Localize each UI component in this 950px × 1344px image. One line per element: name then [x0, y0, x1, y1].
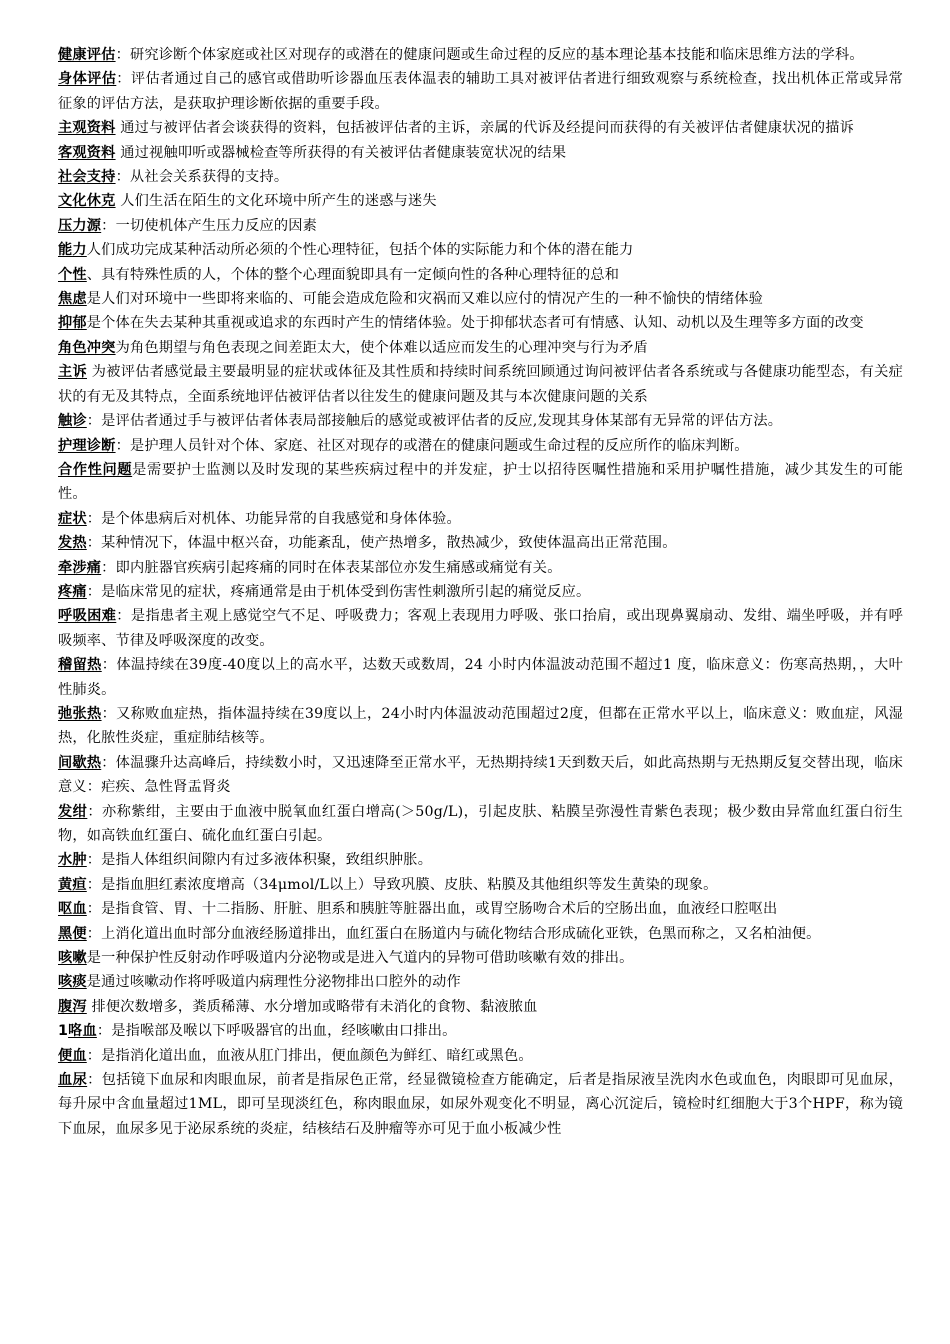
- entry-definition: 是指喉部及喉以下呼吸器官的出血，经咳嗽由口排出。: [111, 1023, 457, 1040]
- entry-separator: ：: [101, 657, 117, 674]
- entry-definition: 是个体在失去某种其重视或追求的东西时产生的情绪体验。处于抑郁状态者可有情感、认知、动机以及生理等多方面的改变: [86, 315, 864, 332]
- entry-term: 血尿: [58, 1072, 88, 1089]
- entry-term: 能力: [58, 242, 87, 259]
- entry-definition: 是护理人员针对个体、家庭、社区对现存的或潜在的健康问题或生命过程的反应所作的临床判断。: [129, 437, 749, 454]
- entry-term: 身体评估: [58, 71, 117, 88]
- entry-definition: 包括镜下血尿和肉眼血尿，前者是指尿色正常，经显微镜检查方能确定，后者是指尿液呈洗肉水色或血色，肉眼即可见血尿，每升尿中含血量超过1ML，即可呈现淡红色，称肉眼血尿，如尿外观变化不明显，离心沉淀后，镜检时红细胞大于3个HPF，称为镜下血尿，血尿多见于泌尿系统的炎症，结核结石及肿瘤等亦可见于血小板减少性: [58, 1072, 903, 1137]
- entry-separator: ：: [86, 1047, 102, 1064]
- glossary-entry: [58, 556, 903, 580]
- entry-separator: ：: [86, 852, 102, 869]
- glossary-entry: [58, 311, 903, 335]
- entry-term: 疼痛: [58, 583, 87, 600]
- glossary-entry: [58, 873, 903, 897]
- entry-term: 呕血: [58, 901, 87, 918]
- entry-definition: 是人们对环境中一些即将来临的、可能会造成危险和灾祸而又难以应付的情况产生的一种不愉快的情绪体验: [86, 291, 763, 308]
- entry-separator: ：: [87, 1072, 102, 1089]
- entry-definition: 是一种保护性反射动作呼吸道内分泌物或是进入气道内的异物可借助咳嗽有效的排出。: [86, 950, 634, 967]
- entry-separator: ：: [116, 71, 131, 88]
- entry-term: 抑郁: [58, 315, 87, 332]
- entry-separator: ：: [115, 169, 130, 186]
- glossary-entry: [58, 434, 903, 458]
- entry-separator: ：: [86, 510, 102, 527]
- entry-separator: ：: [87, 803, 102, 820]
- glossary-entry: [58, 1044, 903, 1068]
- entry-separator: ：: [115, 437, 130, 454]
- entry-separator: ：: [86, 876, 102, 893]
- entry-separator: ：: [101, 559, 116, 576]
- entry-definition: 是指血胆红素浓度增高（34μmol/L以上）导致巩膜、皮肤、粘膜及其他组织等发生黄染的现象。: [101, 876, 718, 893]
- entry-definition: 是通过咳嗽动作将呼吸道内病理性分泌物排出口腔外的动作: [86, 974, 461, 991]
- entry-definition: 人们生活在陌生的文化环境中所产生的迷惑与迷失: [120, 193, 437, 210]
- entry-definition: 是指食管、胃、十二指肠、肝脏、胆系和胰脏等脏器出血，或胃空肠吻合术后的空肠出血，血液经口腔呕出: [101, 901, 778, 918]
- glossary-entry: [58, 165, 903, 189]
- glossary-entry: [58, 653, 903, 702]
- entry-definition: 是指消化道出血，血液从肛门排出，便血颜色为鲜红、暗红或黑色。: [101, 1047, 533, 1064]
- glossary-entry: [58, 751, 903, 800]
- glossary-entry: [58, 263, 903, 287]
- glossary-entry: [58, 995, 903, 1019]
- entry-definition: 是评估者通过手与被评估者体表局部接触后的感觉或被评估者的反应,发现其身体某部有无异常的评估方法。: [101, 413, 783, 430]
- glossary-entry: [58, 287, 903, 311]
- entry-term: 合作性问题: [58, 461, 133, 478]
- glossary-entry: [58, 1019, 903, 1043]
- entry-term: 压力源: [58, 217, 102, 234]
- entry-separator: ：: [96, 1023, 112, 1040]
- glossary-entry: [58, 800, 903, 849]
- glossary-entry: [58, 360, 903, 409]
- glossary-entry: [58, 1068, 903, 1141]
- glossary-entry: [58, 946, 903, 970]
- glossary-entry: [58, 336, 903, 360]
- entry-term: 弛张热: [58, 705, 102, 722]
- entry-separator: ：: [86, 901, 102, 918]
- entry-separator: ：: [101, 217, 116, 234]
- entry-definition: 从社会关系获得的支持。: [129, 169, 289, 186]
- entry-definition: 是需要护士监测以及时发现的某些疾病过程中的并发症，护士以招待医嘱性措施和采用护嘱性措施，减少其发生的可能性。: [58, 461, 903, 503]
- glossary-entry: [58, 507, 903, 531]
- entry-definition: 通过视触叩听或器械检查等所获得的有关被评估者健康装宽状况的结果: [120, 144, 567, 161]
- entry-definition: 体温持续在39度-40度以上的高水平，达数天或数周，24 小时内体温波动范围不超过1 度，临床意义：伤寒高热期，，大叶性肺炎。: [58, 657, 903, 698]
- entry-definition: 即内脏器官疾病引起疼痛的同时在体表某部位亦发生痛感或痛觉有关。: [115, 559, 562, 576]
- entry-definition: 评估者通过自己的感官或借助听诊器血压表体温表的辅助工具对被评估者进行细致观察与系统检查，找出机体正常或异常征象的评估方法，是获取护理诊断依据的重要手段。: [58, 71, 903, 112]
- entry-separator: ：: [86, 413, 102, 430]
- glossary-entry: [58, 922, 903, 946]
- document-body: [58, 43, 903, 1141]
- entry-term: 护理诊断: [58, 437, 116, 454]
- entry-definition: 为被评估者感觉最主要最明显的症状或体征及其性质和持续时间系统回顾通过询问被评估者各系统或与各健康功能型态，有关症状的有无及其特点，全面系统地评估被评估者以往发生的健康问题及其与本次健康问题的关系: [58, 364, 903, 405]
- glossary-entry: [58, 43, 903, 67]
- entry-definition: 是个体患病后对机体、功能异常的自我感觉和身体体验。: [101, 510, 461, 527]
- entry-term: 黑便: [58, 925, 87, 942]
- entry-definition: 研究诊断个体家庭或社区对现存的或潜在的健康问题或生命过程的反应的基本理论基本技能和临床思维方法的学科。: [129, 47, 864, 63]
- entry-separator: ：: [86, 535, 102, 552]
- entry-separator: 、: [86, 266, 102, 283]
- entry-definition: 一切使机体产生压力反应的因素: [115, 217, 317, 234]
- entry-definition: 某种情况下，体温中枢兴奋，功能紊乱，使产热增多，散热减少，致使体温高出正常范围。: [101, 535, 677, 552]
- entry-term: 社会支持: [58, 169, 116, 186]
- glossary-entry: [58, 531, 903, 555]
- entry-term: 腹泻: [58, 998, 87, 1015]
- entry-definition: 又称败血症热，指体温持续在39度以上，24小时内体温波动范围超过2度，但都在正常水平以上，临床意义：败血症，风湿热，化脓性炎症，重症肺结核等。: [58, 705, 903, 747]
- glossary-entry: [58, 897, 903, 921]
- entry-term: 水肿: [58, 852, 87, 869]
- glossary-entry: [58, 141, 903, 165]
- entry-separator: ：: [86, 925, 102, 942]
- entry-definition: 通过与被评估者会谈获得的资料，包括被评估者的主诉，亲属的代诉及经提问而获得的有关被评估者健康状况的描诉: [120, 120, 855, 137]
- glossary-entry: [58, 238, 903, 262]
- entry-term: 健康评估: [58, 47, 116, 63]
- entry-definition: 是指人体组织间隙内有过多液体积聚，致组织肿胀。: [101, 852, 433, 869]
- entry-term: 咳痰: [58, 974, 87, 991]
- entry-definition: 为角色期望与角色表现之间差距太大，使个体难以适应而发生的心理冲突与行为矛盾: [115, 339, 648, 356]
- glossary-entry: [58, 458, 903, 507]
- entry-separator: ：: [86, 583, 102, 600]
- entry-definition: 排便次数增多，粪质稀薄、水分增加或略带有未消化的食物、黏液脓血: [91, 998, 538, 1015]
- entry-term: 咳嗽: [58, 950, 87, 967]
- entry-number: 1: [58, 1023, 69, 1040]
- glossary-entry: [58, 214, 903, 238]
- entry-definition: 上消化道出血时部分血液经肠道排出，血红蛋白在肠道内与硫化物结合形成硫化亚铁，色黑而称之，又名柏油便。: [101, 925, 821, 942]
- entry-term: 便血: [58, 1047, 87, 1064]
- entry-term: 症状: [58, 510, 87, 527]
- entry-term: 个性: [58, 266, 87, 283]
- glossary-entry: [58, 702, 903, 751]
- glossary-entry: [58, 67, 903, 116]
- entry-term: 发绀: [58, 803, 88, 820]
- entry-definition: 亦称紫绀，主要由于血液中脱氧血红蛋白增高(＞50g/L)，引起皮肤、粘膜呈弥漫性青紫色表现；极少数由异常血红蛋白衍生物，如高铁血红蛋白、硫化血红蛋白引起。: [58, 803, 904, 844]
- entry-term: 焦虑: [58, 291, 87, 308]
- glossary-entry: [58, 189, 903, 213]
- entry-term: 呼吸困难: [58, 608, 117, 625]
- glossary-entry: [58, 580, 903, 604]
- entry-term: 间歇热: [58, 754, 102, 771]
- entry-separator: ：: [116, 608, 131, 625]
- entry-term: 稽留热: [58, 657, 102, 674]
- glossary-entry: [58, 116, 903, 140]
- entry-term: 咯血: [68, 1023, 97, 1040]
- glossary-entry: [58, 970, 903, 994]
- entry-term: 角色冲突: [58, 339, 116, 356]
- entry-term: 黄疸: [58, 876, 87, 893]
- entry-definition: 是指患者主观上感觉空气不足、呼吸费力；客观上表现用力呼吸、张口抬肩，或出现鼻翼扇动、发绀、端坐呼吸，并有呼吸频率、节律及呼吸深度的改变。: [58, 608, 903, 649]
- entry-term: 牵涉痛: [58, 559, 102, 576]
- entry-term: 客观资料: [58, 144, 116, 161]
- entry-definition: 是临床常见的症状，疼痛通常是由于机体受到伤害性刺激所引起的痛觉反应。: [101, 583, 591, 600]
- entry-definition: 具有特殊性质的人，个体的整个心理面貌即具有一定倾向性的各种心理特征的总和: [101, 266, 620, 283]
- entry-term: 触诊: [58, 413, 87, 430]
- entry-separator: ：: [101, 754, 116, 771]
- glossary-entry: [58, 848, 903, 872]
- entry-term: 文化休克: [58, 193, 116, 210]
- glossary-entry: [58, 604, 903, 653]
- entry-definition: 体温骤升达高峰后，持续数小时，又迅速降至正常水平，无热期持续1天到数天后，如此高热期与无热期反复交替出现，临床意义：疟疾、急性肾盂肾炎: [58, 754, 904, 796]
- entry-definition: 人们成功完成某种活动所必须的个性心理特征，包括个体的实际能力和个体的潜在能力: [86, 242, 634, 259]
- entry-term: 发热: [58, 535, 87, 552]
- entry-separator: ：: [101, 705, 117, 722]
- entry-term: 主观资料: [58, 120, 116, 137]
- glossary-entry: [58, 409, 903, 433]
- entry-term: 主诉: [58, 364, 87, 381]
- entry-separator: ：: [115, 47, 130, 63]
